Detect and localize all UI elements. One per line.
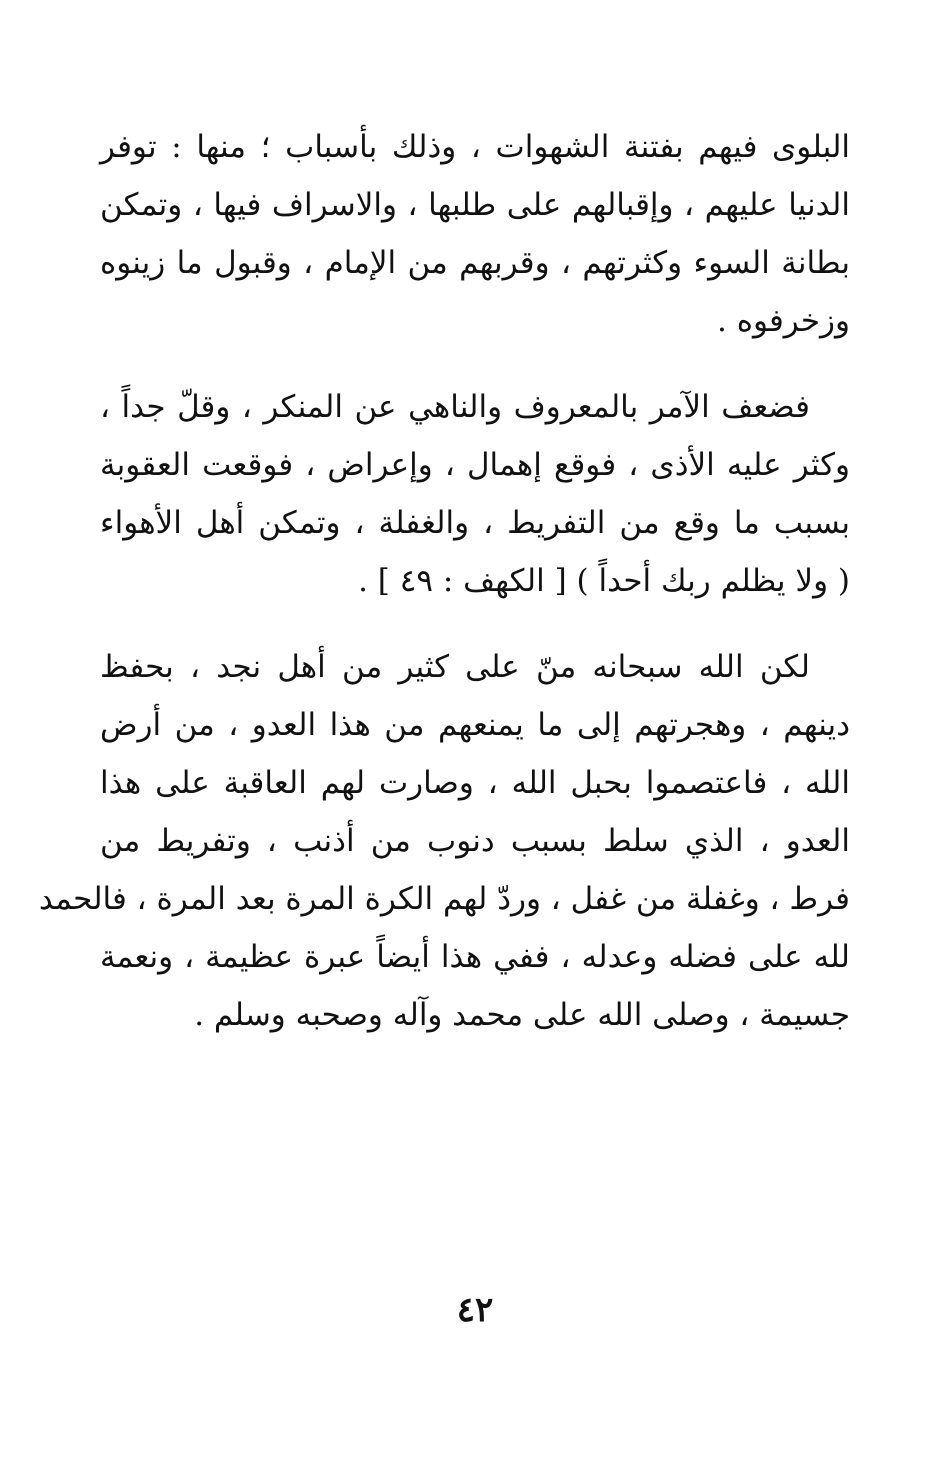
page-number: ٤٢ [456, 1290, 494, 1330]
paragraph-3 [38, 638, 850, 1044]
text-line: العدو ، الذي سلط بسبب دنوب من أذنب ، وتفريط من [100, 823, 850, 859]
text-line: لكن الله سبحانه منّ على كثير من أهل نجد ، بحفظ [100, 649, 810, 685]
text-line: ( ولا يظلم ربك أحداً ) [ الكهف : ٤٩ ] . [358, 563, 850, 599]
text-line: البلوى فيهم بفتنة الشهوات ، وذلك بأسباب ؛ منها : توفر [100, 129, 850, 165]
text-line: فضعف الآمر بالمعروف والناهي عن المنكر ، وقلّ جداً ، [100, 389, 810, 425]
paragraph-2 [100, 378, 850, 610]
text-line: بسبب ما وقع من التفريط ، والغفلة ، وتمكن أهل الأهواء [100, 505, 850, 541]
text-line: فرط ، وغفلة من غفل ، وردّ لهم الكرة المرة بعد المرة ، فالحمد [38, 881, 850, 917]
text-line: لله على فضله وعدله ، ففي هذا أيضاً عبرة عظيمة ، ونعمة [100, 939, 850, 975]
text-line: الله ، فاعتصموا بحبل الله ، وصارت لهم العاقبة على هذا [100, 765, 850, 801]
text-line: وكثر عليه الأذى ، فوقع إهمال ، وإعراض ، فوقعت العقوبة [100, 447, 850, 483]
text-line: جسيمة ، وصلى الله على محمد وآله وصحبه وسلم . [194, 997, 850, 1033]
text-line: بطانة السوء وكثرتهم ، وقربهم من الإمام ، وقبول ما زينوه [100, 245, 850, 281]
text-line: دينهم ، وهجرتهم إلى ما يمنعهم من هذا العدو ، من أرض [100, 707, 850, 743]
text-line: وزخرفوه . [717, 303, 850, 339]
paragraph-1 [100, 118, 850, 350]
text-line: الدنيا عليهم ، وإقبالهم على طلبها ، والاسراف فيها ، وتمكن [100, 187, 850, 223]
page-body [38, 118, 850, 1072]
